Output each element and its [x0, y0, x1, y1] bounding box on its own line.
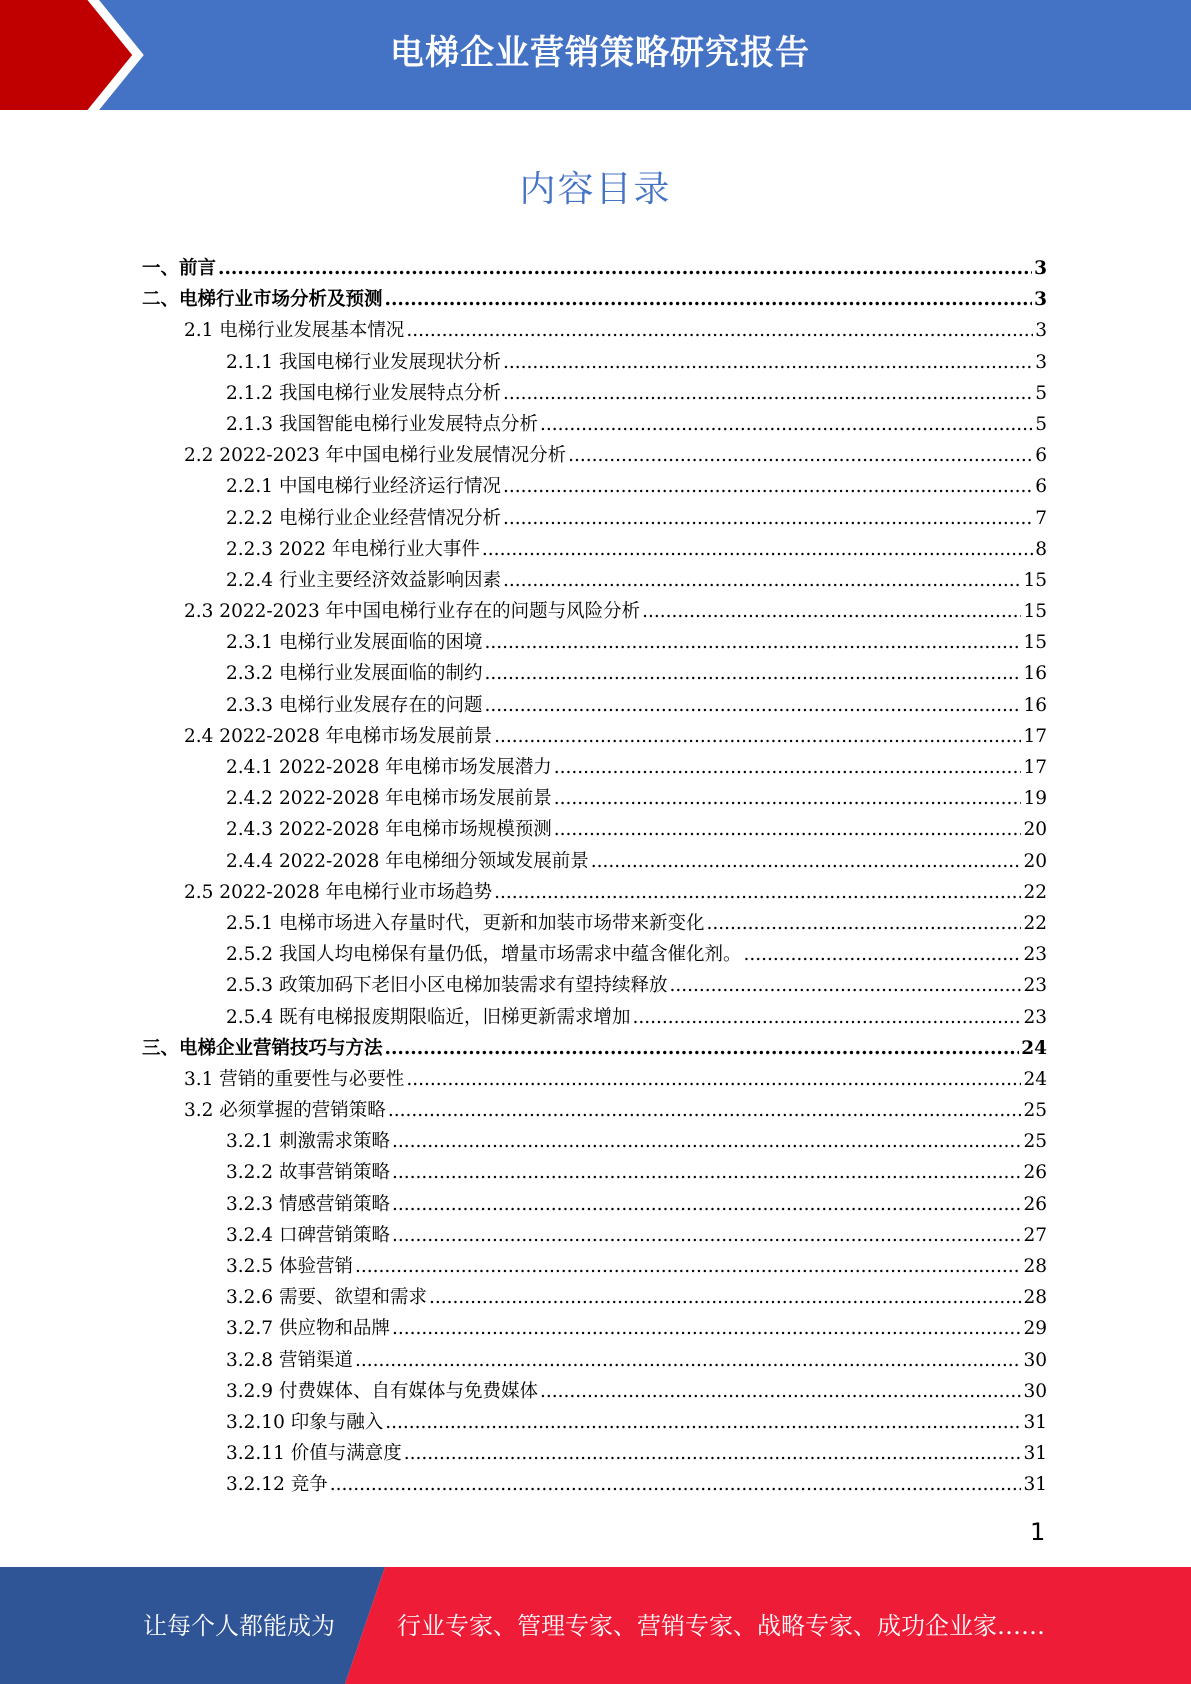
toc-entry-label: 3.2.7 供应物和品牌 [226, 1318, 390, 1340]
toc-dot-leader [392, 1157, 1021, 1188]
toc-entry[interactable] [0, 1469, 1191, 1500]
toc-dot-leader [503, 378, 1033, 409]
table-of-contents [0, 253, 1191, 1501]
footer-slogan-right: 行业专家、管理专家、营销专家、战略专家、成功企业家…… [397, 1612, 1045, 1640]
toc-dot-leader [503, 565, 1021, 596]
page-header [0, 0, 1191, 110]
toc-dot-leader [540, 1376, 1021, 1407]
toc-entry-page: 16 [1023, 663, 1047, 685]
toc-entry[interactable] [0, 534, 1191, 565]
toc-entry[interactable] [0, 658, 1191, 689]
toc-dot-leader [484, 658, 1021, 689]
toc-entry[interactable] [0, 1064, 1191, 1095]
toc-entry[interactable] [0, 877, 1191, 908]
toc-entry[interactable] [0, 409, 1191, 440]
toc-entry-label: 3.2.11 价值与满意度 [226, 1443, 402, 1465]
toc-entry-page: 6 [1035, 476, 1047, 498]
toc-dot-leader [642, 596, 1021, 627]
toc-dot-leader [392, 1220, 1021, 1251]
toc-entry[interactable] [0, 721, 1191, 752]
toc-entry-page: 30 [1023, 1349, 1047, 1371]
toc-entry-label: 2.4.2 2022-2028 年电梯市场发展前景 [226, 788, 552, 810]
toc-entry-label: 2.4.1 2022-2028 年电梯市场发展潜力 [226, 757, 552, 778]
toc-entry-label: 2.4.4 2022-2028 年电梯细分领域发展前景 [226, 850, 589, 872]
toc-dot-leader [482, 534, 1033, 565]
toc-entry-page: 24 [1021, 1037, 1047, 1059]
toc-dot-leader [392, 1313, 1021, 1344]
toc-entry-page: 6 [1035, 445, 1047, 467]
toc-dot-leader [218, 253, 1032, 284]
page-number: 1 [1030, 1518, 1046, 1546]
toc-entry[interactable] [0, 752, 1191, 783]
toc-entry[interactable] [0, 1157, 1191, 1188]
toc-entry-label: 3.1 营销的重要性与必要性 [184, 1068, 405, 1090]
toc-dot-leader [554, 783, 1022, 814]
toc-entry[interactable] [0, 315, 1191, 346]
toc-entry-page: 31 [1023, 1443, 1047, 1465]
toc-entry-page: 3 [1034, 289, 1047, 311]
toc-entry-label: 2.4.3 2022-2028 年电梯市场规模预测 [226, 819, 552, 841]
toc-entry-label: 2.1.1 我国电梯行业发展现状分析 [226, 351, 501, 373]
toc-entry-page: 5 [1035, 382, 1047, 404]
toc-entry-label: 2.2 2022-2023 年中国电梯行业发展情况分析 [184, 445, 567, 467]
toc-entry-page: 28 [1023, 1287, 1047, 1309]
toc-entry-page: 19 [1023, 788, 1047, 810]
toc-dot-leader [355, 1345, 1022, 1376]
toc-dot-leader [554, 814, 1022, 845]
toc-entry-label: 2.3.2 电梯行业发展面临的制约 [226, 663, 483, 685]
toc-dot-leader [494, 877, 1021, 908]
toc-entry[interactable] [0, 627, 1191, 658]
toc-entry[interactable] [0, 253, 1191, 284]
toc-dot-leader [330, 1469, 1022, 1500]
toc-entry[interactable] [0, 1033, 1191, 1064]
toc-dot-leader [503, 471, 1033, 502]
toc-entry-label: 3.2.2 故事营销策略 [226, 1162, 390, 1184]
toc-entry-label: 3.2.6 需要、欲望和需求 [226, 1287, 427, 1309]
toc-entry-label: 2.2.4 行业主要经济效益影响因素 [226, 569, 501, 591]
toc-entry-page: 22 [1023, 912, 1047, 934]
toc-entry-label: 3.2.1 刺激需求策略 [226, 1131, 390, 1153]
toc-entry-page: 26 [1023, 1162, 1047, 1184]
toc-entry[interactable] [0, 1438, 1191, 1469]
toc-entry-label: 2.5 2022-2028 年电梯行业市场趋势 [184, 881, 493, 903]
toc-entry-label: 2.5.4 既有电梯报废期限临近，旧梯更新需求增加 [226, 1006, 631, 1028]
toc-dot-leader [669, 970, 1021, 1001]
toc-entry[interactable] [0, 565, 1191, 596]
toc-entry-page: 17 [1023, 757, 1047, 778]
toc-dot-leader [632, 1002, 1021, 1033]
toc-entry-page: 20 [1023, 819, 1047, 841]
toc-entry[interactable] [0, 1313, 1191, 1344]
toc-dot-leader [503, 347, 1033, 378]
toc-entry[interactable] [0, 1407, 1191, 1438]
toc-entry-label: 2.5.1 电梯市场进入存量时代，更新和加装市场带来新变化 [226, 912, 705, 934]
toc-dot-leader [404, 1438, 1022, 1469]
toc-entry-label: 3.2.10 印象与融入 [226, 1411, 384, 1433]
page-footer [0, 1567, 1191, 1684]
toc-entry-page: 20 [1023, 850, 1047, 872]
toc-entry-page: 22 [1023, 881, 1047, 903]
toc-entry-page: 3 [1034, 258, 1047, 279]
toc-dot-leader [392, 1189, 1021, 1220]
toc-entry-page: 25 [1023, 1131, 1047, 1153]
toc-entry-label: 3.2.3 情感营销策略 [226, 1193, 390, 1215]
toc-entry-label: 2.2.3 2022 年电梯行业大事件 [226, 538, 480, 560]
toc-entry-label: 2.5.3 政策加码下老旧小区电梯加装需求有望持续释放 [226, 975, 668, 997]
toc-entry[interactable] [0, 1282, 1191, 1313]
toc-entry-page: 26 [1023, 1193, 1047, 1215]
toc-entry[interactable] [0, 1251, 1191, 1282]
toc-entry[interactable] [0, 970, 1191, 1001]
toc-entry[interactable] [0, 1345, 1191, 1376]
toc-entry[interactable] [0, 690, 1191, 721]
toc-entry-label: 2.3 2022-2023 年中国电梯行业存在的问题与风险分析 [184, 601, 641, 623]
toc-entry-page: 23 [1023, 1006, 1047, 1028]
toc-entry-page: 23 [1023, 975, 1047, 997]
toc-entry-page: 25 [1023, 1100, 1047, 1122]
toc-entry-label: 3.2.9 付费媒体、自有媒体与免费媒体 [226, 1380, 538, 1402]
toc-entry-page: 24 [1023, 1068, 1047, 1090]
toc-dot-leader [388, 1095, 1022, 1126]
toc-entry-page: 8 [1035, 538, 1047, 560]
toc-dot-leader [706, 908, 1021, 939]
toc-dot-leader [484, 690, 1021, 721]
toc-entry-page: 31 [1023, 1411, 1047, 1433]
toc-entry-page: 3 [1035, 351, 1047, 373]
toc-dot-leader [591, 846, 1022, 877]
toc-entry[interactable] [0, 1002, 1191, 1033]
toc-dot-leader [554, 752, 1022, 783]
header-arrow-graphic [0, 0, 160, 110]
toc-entry[interactable] [0, 1376, 1191, 1407]
report-title: 电梯企业营销策略研究报告 [390, 33, 810, 73]
toc-entry-label: 2.3.3 电梯行业发展存在的问题 [226, 694, 483, 716]
toc-entry[interactable] [0, 378, 1191, 409]
toc-dot-leader [385, 284, 1033, 315]
toc-entry[interactable] [0, 814, 1191, 845]
toc-entry-page: 16 [1023, 694, 1047, 716]
toc-entry[interactable] [0, 440, 1191, 471]
toc-entry[interactable] [0, 1126, 1191, 1157]
toc-entry-label: 2.5.2 我国人均电梯保有量仍低，增量市场需求中蕴含催化剂。 [226, 944, 742, 966]
toc-entry-page: 5 [1035, 413, 1047, 435]
toc-entry-label: 2.1.3 我国智能电梯行业发展特点分析 [226, 413, 538, 435]
toc-entry[interactable] [0, 846, 1191, 877]
toc-entry-page: 30 [1023, 1380, 1047, 1402]
toc-dot-leader [355, 1251, 1022, 1282]
toc-entry-page: 28 [1023, 1256, 1047, 1277]
toc-dot-leader [503, 503, 1033, 534]
toc-entry-page: 29 [1023, 1318, 1047, 1340]
toc-entry-page: 3 [1035, 320, 1047, 342]
toc-dot-leader [540, 409, 1033, 440]
toc-entry-label: 2.4 2022-2028 年电梯市场发展前景 [184, 725, 493, 747]
toc-dot-leader [406, 315, 1033, 346]
toc-entry-label: 2.1 电梯行业发展基本情况 [184, 320, 405, 342]
toc-entry-page: 15 [1023, 601, 1047, 623]
toc-dot-leader [406, 1064, 1021, 1095]
toc-entry-label: 2.3.1 电梯行业发展面临的困境 [226, 632, 483, 654]
toc-entry[interactable] [0, 1189, 1191, 1220]
toc-entry-page: 31 [1023, 1474, 1047, 1496]
toc-entry-page: 15 [1023, 632, 1047, 654]
toc-entry[interactable] [0, 284, 1191, 315]
toc-entry[interactable] [0, 503, 1191, 534]
toc-entry-label: 一、前言 [142, 258, 217, 279]
toc-entry[interactable] [0, 908, 1191, 939]
toc-entry-label: 2.2.1 中国电梯行业经济运行情况 [226, 476, 501, 498]
toc-entry[interactable] [0, 1095, 1191, 1126]
toc-entry-page: 27 [1023, 1224, 1047, 1246]
toc-dot-leader [484, 627, 1021, 658]
toc-dot-leader [385, 1407, 1021, 1438]
toc-entry[interactable] [0, 596, 1191, 627]
footer-slogan-left: 让每个人都能成为 [143, 1612, 335, 1640]
toc-entry-label: 3.2 必须掌握的营销策略 [184, 1100, 386, 1122]
toc-entry-label: 3.2.8 营销渠道 [226, 1349, 353, 1371]
toc-entry-label: 2.1.2 我国电梯行业发展特点分析 [226, 382, 501, 404]
toc-entry[interactable] [0, 939, 1191, 970]
toc-dot-leader [568, 440, 1033, 471]
toc-dot-leader [743, 939, 1021, 970]
toc-dot-leader [385, 1033, 1020, 1064]
toc-entry-label: 3.2.5 体验营销 [226, 1256, 353, 1277]
toc-entry-page: 15 [1023, 569, 1047, 591]
toc-dot-leader [392, 1126, 1021, 1157]
toc-entry[interactable] [0, 783, 1191, 814]
toc-entry-label: 3.2.4 口碑营销策略 [226, 1224, 390, 1246]
toc-entry-page: 17 [1023, 725, 1047, 747]
toc-entry-label: 二、电梯行业市场分析及预测 [142, 289, 383, 311]
toc-dot-leader [494, 721, 1021, 752]
toc-dot-leader [429, 1282, 1021, 1313]
toc-entry-label: 3.2.12 竞争 [226, 1474, 328, 1496]
toc-entry-page: 23 [1023, 944, 1047, 966]
toc-entry-page: 7 [1035, 507, 1047, 529]
toc-entry[interactable] [0, 471, 1191, 502]
toc-entry-label: 三、电梯企业营销技巧与方法 [142, 1037, 383, 1059]
toc-heading: 内容目录 [519, 169, 672, 210]
header-red-arrow [0, 0, 140, 110]
toc-entry-label: 2.2.2 电梯行业企业经营情况分析 [226, 507, 501, 529]
toc-entry[interactable] [0, 1220, 1191, 1251]
toc-entry[interactable] [0, 347, 1191, 378]
